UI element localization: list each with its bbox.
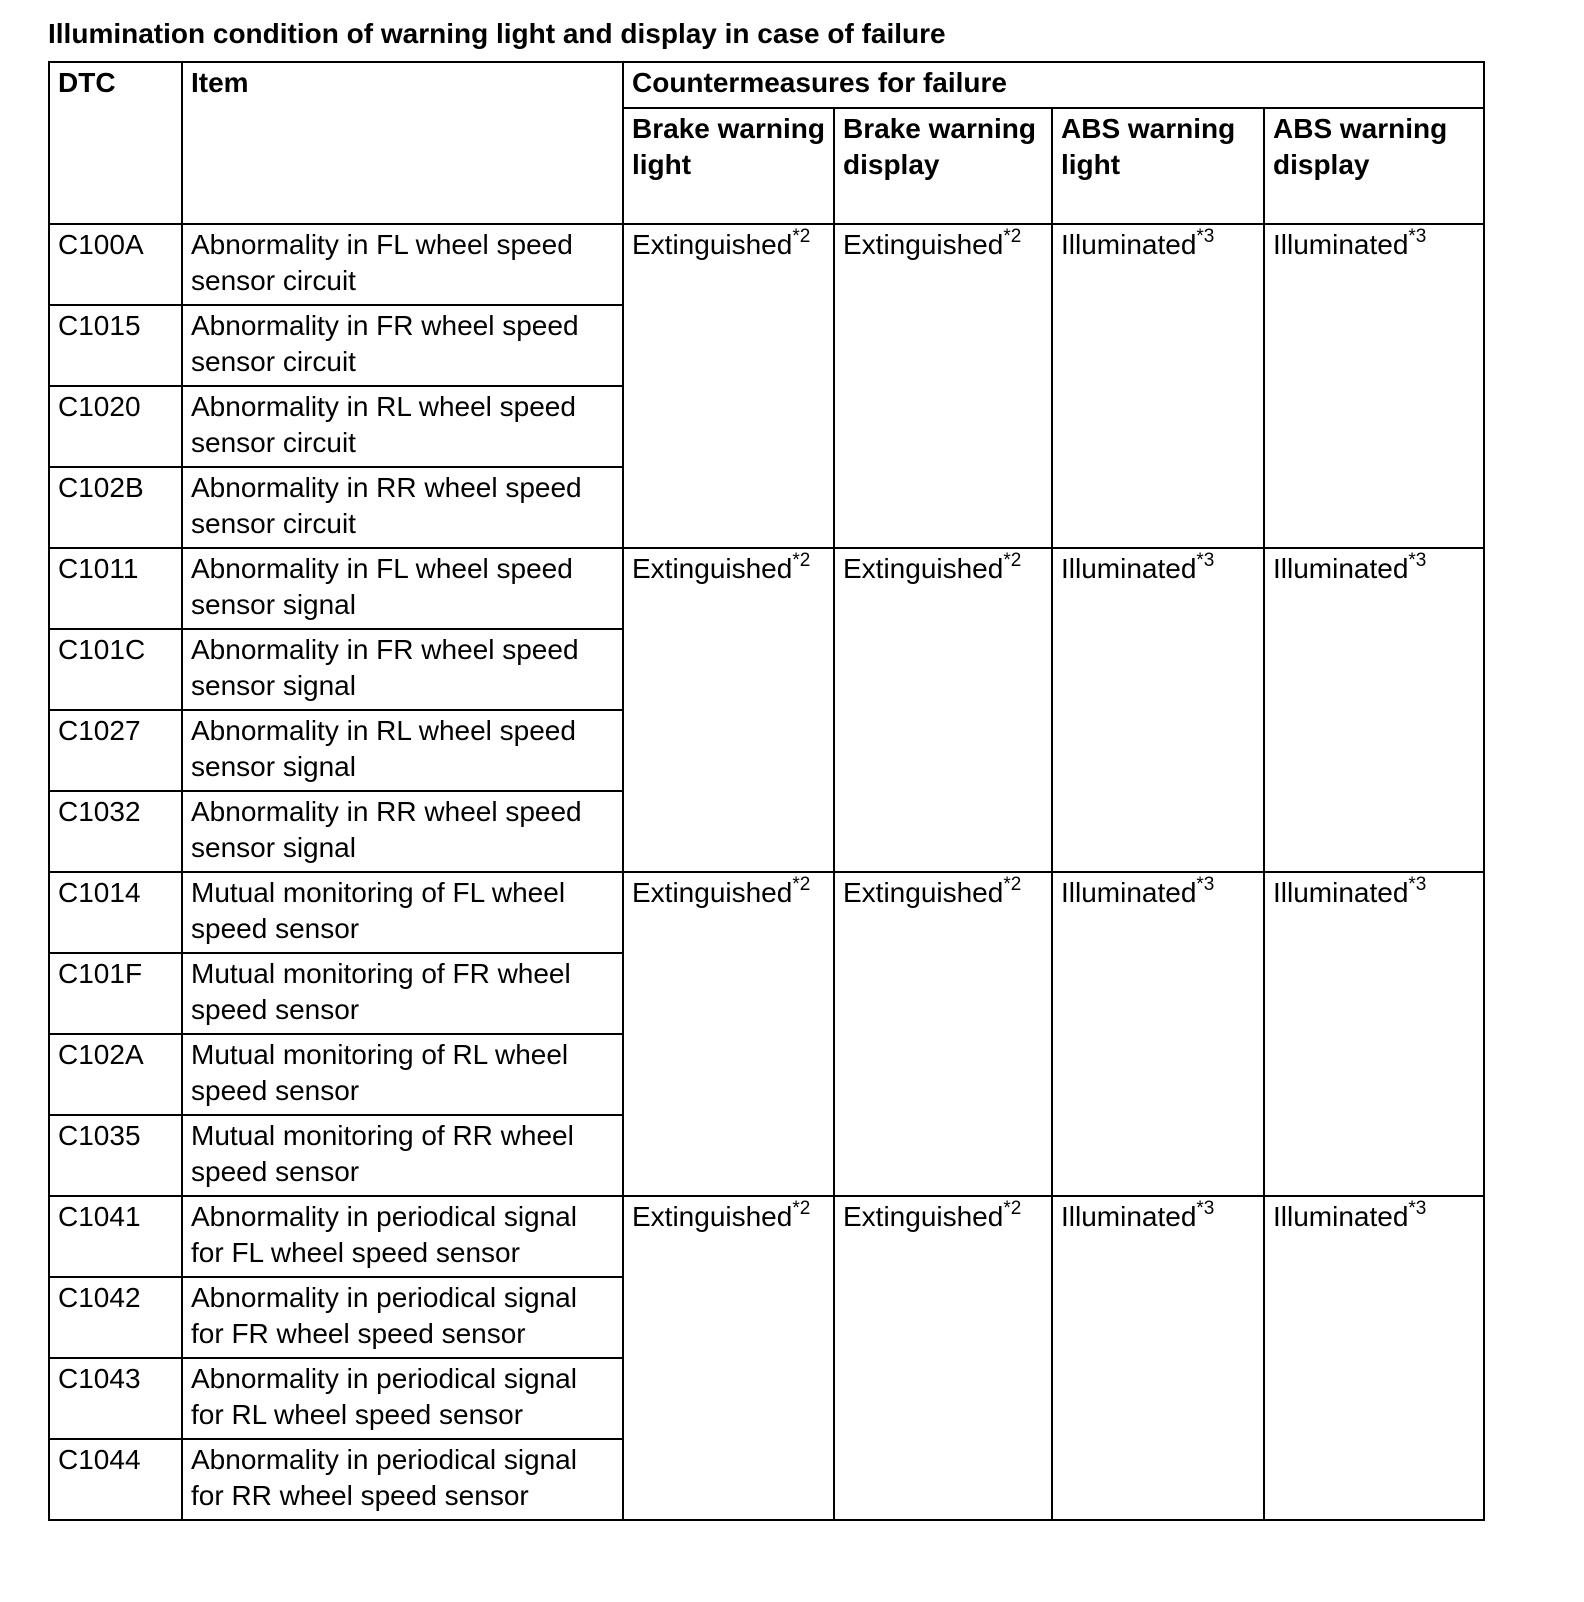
footnote-marker: *3	[1408, 550, 1427, 571]
status-text: Illuminated	[1273, 877, 1409, 908]
dtc-code: C1027	[49, 710, 182, 791]
item-description: Abnormality in RR wheel speed sensor circuit	[182, 467, 623, 548]
brake-warning-display-status	[834, 224, 1052, 548]
item-description: Abnormality in FL wheel speed sensor signal	[182, 548, 623, 629]
brake-warning-light-status	[623, 548, 834, 872]
page-title: Illumination condition of warning light and display in case of failure	[48, 18, 946, 49]
status-text: Extinguished	[843, 229, 1004, 260]
table-header	[49, 62, 1484, 224]
header-dtc: DTC	[49, 62, 182, 224]
status-text: Illuminated	[1273, 229, 1409, 260]
abs-warning-light-status	[1052, 548, 1264, 872]
abs-warning-light-status	[1052, 224, 1264, 548]
footnote-marker: *2	[1003, 874, 1022, 895]
dtc-code: C100A	[49, 224, 182, 305]
header-item: Item	[182, 62, 623, 224]
abs-warning-display-status	[1264, 872, 1484, 1196]
status-text: Illuminated	[1061, 877, 1197, 908]
item-description: Abnormality in periodical signal for RR wheel speed sensor	[182, 1439, 623, 1520]
footnote-marker: *3	[1408, 1198, 1427, 1219]
item-description: Abnormality in FR wheel speed sensor signal	[182, 629, 623, 710]
footnote-marker: *3	[1408, 874, 1427, 895]
brake-warning-display-status	[834, 548, 1052, 872]
footnote-marker: *3	[1196, 1198, 1215, 1219]
status-text: Extinguished	[843, 1201, 1004, 1232]
table-row	[49, 224, 1484, 305]
item-description: Abnormality in RL wheel speed sensor circuit	[182, 386, 623, 467]
dtc-code: C101C	[49, 629, 182, 710]
dtc-code: C1011	[49, 548, 182, 629]
dtc-code: C1035	[49, 1115, 182, 1196]
status-text: Extinguished	[632, 1201, 793, 1232]
brake-warning-light-status	[623, 1196, 834, 1520]
dtc-code: C1043	[49, 1358, 182, 1439]
table-row	[49, 548, 1484, 629]
dtc-code: C1020	[49, 386, 182, 467]
abs-warning-display-status	[1264, 1196, 1484, 1520]
brake-warning-display-status	[834, 872, 1052, 1196]
brake-warning-light-status	[623, 224, 834, 548]
header-abs-warning-light: ABS warning light	[1052, 108, 1264, 224]
footnote-marker: *3	[1196, 550, 1215, 571]
footnote-marker: *3	[1196, 226, 1215, 247]
header-brake-warning-display: Brake warning display	[834, 108, 1052, 224]
abs-warning-light-status	[1052, 872, 1264, 1196]
status-text: Illuminated	[1273, 1201, 1409, 1232]
dtc-code: C1014	[49, 872, 182, 953]
status-text: Extinguished	[843, 553, 1004, 584]
failure-table	[48, 61, 1485, 1521]
status-text: Illuminated	[1061, 1201, 1197, 1232]
brake-warning-light-status	[623, 872, 834, 1196]
footnote-marker: *2	[1003, 550, 1022, 571]
footnote-marker: *2	[1003, 226, 1022, 247]
dtc-code: C1044	[49, 1439, 182, 1520]
header-abs-warning-display: ABS warning display	[1264, 108, 1484, 224]
abs-warning-light-status	[1052, 1196, 1264, 1520]
dtc-code: C102B	[49, 467, 182, 548]
status-text: Extinguished	[843, 877, 1004, 908]
abs-warning-display-status	[1264, 224, 1484, 548]
header-brake-warning-light: Brake warning light	[623, 108, 834, 224]
table-body	[49, 224, 1484, 1520]
footnote-marker: *2	[1003, 1198, 1022, 1219]
dtc-code: C101F	[49, 953, 182, 1034]
item-description: Abnormality in RR wheel speed sensor signal	[182, 791, 623, 872]
item-description: Abnormality in periodical signal for FL wheel speed sensor	[182, 1196, 623, 1277]
item-description: Abnormality in FL wheel speed sensor circuit	[182, 224, 623, 305]
status-text: Extinguished	[632, 229, 793, 260]
item-description: Abnormality in FR wheel speed sensor circuit	[182, 305, 623, 386]
abs-warning-display-status	[1264, 548, 1484, 872]
footnote-marker: *2	[792, 1198, 811, 1219]
brake-warning-display-status	[834, 1196, 1052, 1520]
item-description: Abnormality in periodical signal for FR wheel speed sensor	[182, 1277, 623, 1358]
item-description: Abnormality in periodical signal for RL wheel speed sensor	[182, 1358, 623, 1439]
dtc-code: C1042	[49, 1277, 182, 1358]
footnote-marker: *3	[1408, 226, 1427, 247]
status-text: Illuminated	[1273, 553, 1409, 584]
status-text: Illuminated	[1061, 229, 1197, 260]
item-description: Mutual monitoring of RR wheel speed sensor	[182, 1115, 623, 1196]
footnote-marker: *2	[792, 874, 811, 895]
footnote-marker: *2	[792, 226, 811, 247]
item-description: Mutual monitoring of FR wheel speed sensor	[182, 953, 623, 1034]
item-description: Mutual monitoring of FL wheel speed sensor	[182, 872, 623, 953]
status-text: Extinguished	[632, 877, 793, 908]
item-description: Mutual monitoring of RL wheel speed sensor	[182, 1034, 623, 1115]
item-description: Abnormality in RL wheel speed sensor signal	[182, 710, 623, 791]
footnote-marker: *3	[1196, 874, 1215, 895]
status-text: Illuminated	[1061, 553, 1197, 584]
dtc-code: C1032	[49, 791, 182, 872]
header-countermeasures: Countermeasures for failure	[623, 62, 1484, 108]
dtc-code: C1041	[49, 1196, 182, 1277]
table-row	[49, 872, 1484, 953]
dtc-code: C1015	[49, 305, 182, 386]
table-row	[49, 1196, 1484, 1277]
dtc-code: C102A	[49, 1034, 182, 1115]
status-text: Extinguished	[632, 553, 793, 584]
footnote-marker: *2	[792, 550, 811, 571]
